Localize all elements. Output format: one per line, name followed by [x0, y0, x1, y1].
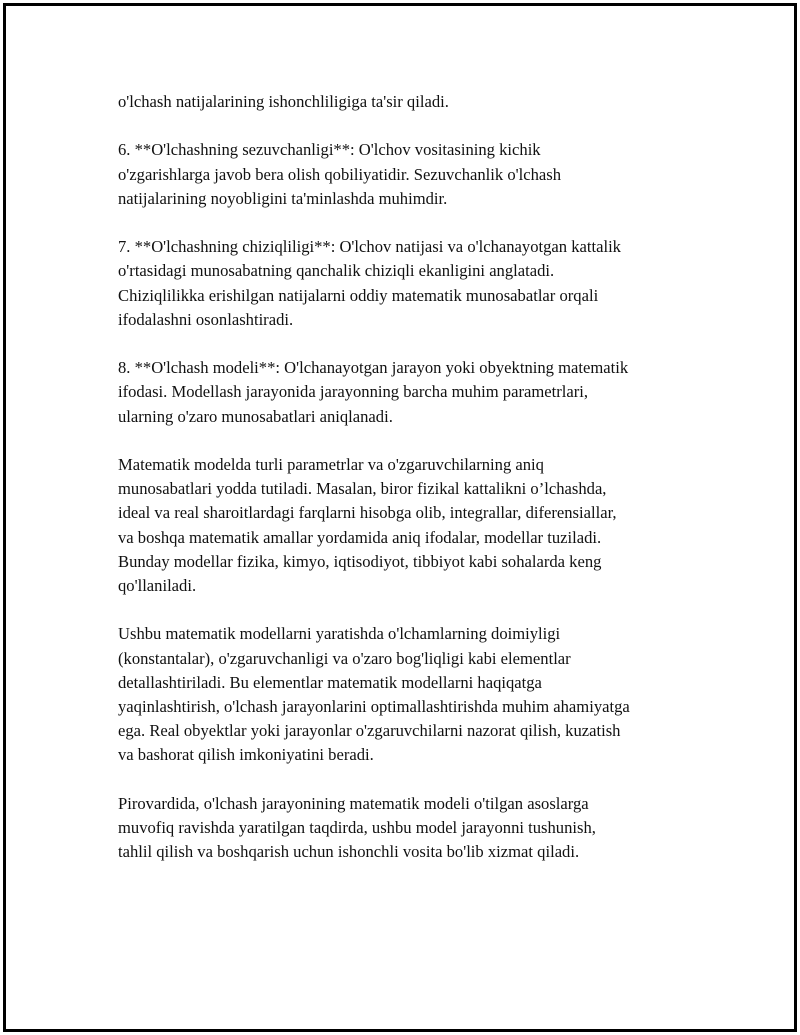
text-line: qo'llaniladi.: [118, 576, 197, 595]
text-line: natijalarining noyobligini ta'minlashda muhimdir.: [118, 188, 448, 208]
text-line: munosabatlari yodda tutiladi. Masalan, biror fizikal kattalikni o’lchashda,: [118, 479, 607, 499]
text-line: Bunday modellar fizika, kimyo, iqtisodiyot, tibbiyot kabi sohalarda keng: [118, 551, 602, 571]
text-line: Pirovardida, o'lchash jarayonining matematik modeli o'tilgan asoslarga: [118, 793, 589, 813]
text-line: 6. **O'lchashning sezuvchanligi**: O'lchov vositasining kichik: [118, 140, 541, 160]
text-line: ularning o'zaro munosabatlari aniqlanadi.: [118, 406, 393, 426]
document-body: [118, 90, 698, 889]
text-line: ega. Real obyektlar yoki jarayonlar o'zgaruvchilarni nazorat qilish, kuzatish: [118, 721, 621, 741]
text-line: muvofiq ravishda yaratilgan taqdirda, ushbu model jarayonni tushunish,: [118, 818, 596, 837]
paragraph-model-elements: [118, 622, 698, 767]
text-line: va boshqa matematik amallar yordamida aniq ifodalar, modellar tuziladi.: [118, 527, 602, 547]
text-line: Ushbu matematik modellarni yaratishda o'lchamlarning doimiyligi: [118, 624, 561, 644]
text-line: o'rtasidagi munosabatning qanchalik chiziqli ekanligini anglatadi.: [118, 261, 555, 281]
paragraph-continuation: [118, 90, 698, 114]
text-line: ideal va real sharoitlardagi farqlarni hisobga olib, integrallar, diferensiallar,: [118, 503, 617, 523]
text-line: 7. **O'lchashning chiziqliligi**: O'lchov natijasi va o'lchanayotgan kattalik: [118, 237, 621, 257]
paragraph-linearity: [118, 235, 698, 332]
paragraph-measurement-model: [118, 356, 698, 429]
text-line: va bashorat qilish imkoniyatini beradi.: [118, 745, 374, 765]
text-line: ifodasi. Modellash jarayonida jarayonning barcha muhim parametrlari,: [118, 382, 588, 402]
text-line: Chiziqlilikka erishilgan natijalarni oddiy matematik munosabatlar orqali: [118, 285, 599, 305]
paragraph-conclusion: [118, 792, 698, 865]
text-line: detallashtiriladi. Bu elementlar matematik modellarni haqiqatga: [118, 672, 542, 692]
text-line: yaqinlashtirish, o'lchash jarayonlarini optimallashtirishda muhim ahamiyatga: [118, 697, 630, 716]
text-line: (konstantalar), o'zgaruvchanligi va o'zaro bog'liqligi kabi elementlar: [118, 648, 571, 668]
paragraph-sensitivity: [118, 138, 698, 211]
text-line: o'zgarishlarga javob bera olish qobiliyatidir. Sezuvchanlik o'lchash: [118, 164, 561, 184]
text-line: 8. **O'lchash modeli**: O'lchanayotgan jarayon yoki obyektning matematik: [118, 358, 629, 378]
paragraph-mathematical-model: [118, 453, 698, 598]
text-line: ifodalashni osonlashtiradi.: [118, 309, 294, 329]
text-line: o'lchash natijalarining ishonchliligiga ta'sir qiladi.: [118, 92, 449, 111]
text-line: Matematik modelda turli parametrlar va o'zgaruvchilarning aniq: [118, 454, 544, 474]
text-line: tahlil qilish va boshqarish uchun ishonchli vosita bo'lib xizmat qiladi.: [118, 842, 580, 862]
